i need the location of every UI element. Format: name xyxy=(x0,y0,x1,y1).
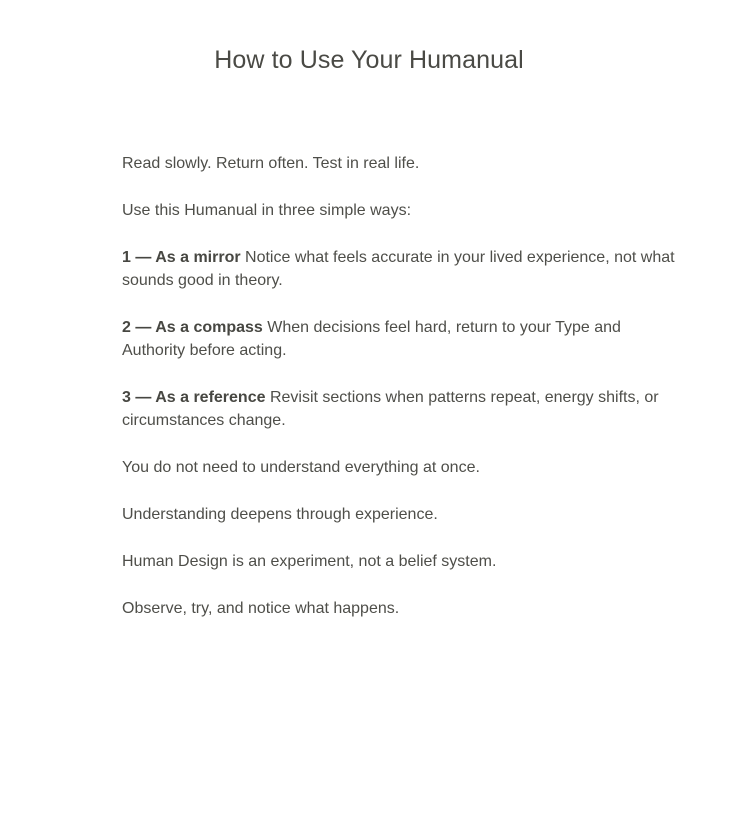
lead-paragraph: Use this Humanual in three simple ways: xyxy=(122,202,412,219)
closing-paragraph-3: Human Design is an experiment, not a belief system. xyxy=(122,553,497,570)
intro-paragraph: Read slowly. Return often. Test in real life. xyxy=(122,155,420,172)
closing-paragraph-1: You do not need to understand everything at once. xyxy=(122,459,480,476)
way-compass-label: 2 — As a compass xyxy=(122,319,263,336)
way-mirror-text: Notice what feels accurate in your lived experience, not what sounds good in theory. xyxy=(122,249,675,289)
document-body xyxy=(122,152,678,644)
closing-paragraph-4: Observe, try, and notice what happens. xyxy=(122,600,400,617)
way-compass-text: When decisions feel hard, return to your Type and Authority before acting. xyxy=(122,319,621,359)
way-reference xyxy=(122,386,678,432)
closing-paragraph-2: Understanding deepens through experience. xyxy=(122,506,438,523)
way-compass xyxy=(122,316,678,362)
way-reference-label: 3 — As a reference xyxy=(122,389,266,406)
way-reference-text: Revisit sections when patterns repeat, energy shifts, or circumstances change. xyxy=(122,389,659,429)
way-mirror xyxy=(122,246,678,292)
way-mirror-label: 1 — As a mirror xyxy=(122,249,241,266)
page-title: How to Use Your Humanual xyxy=(214,46,524,74)
